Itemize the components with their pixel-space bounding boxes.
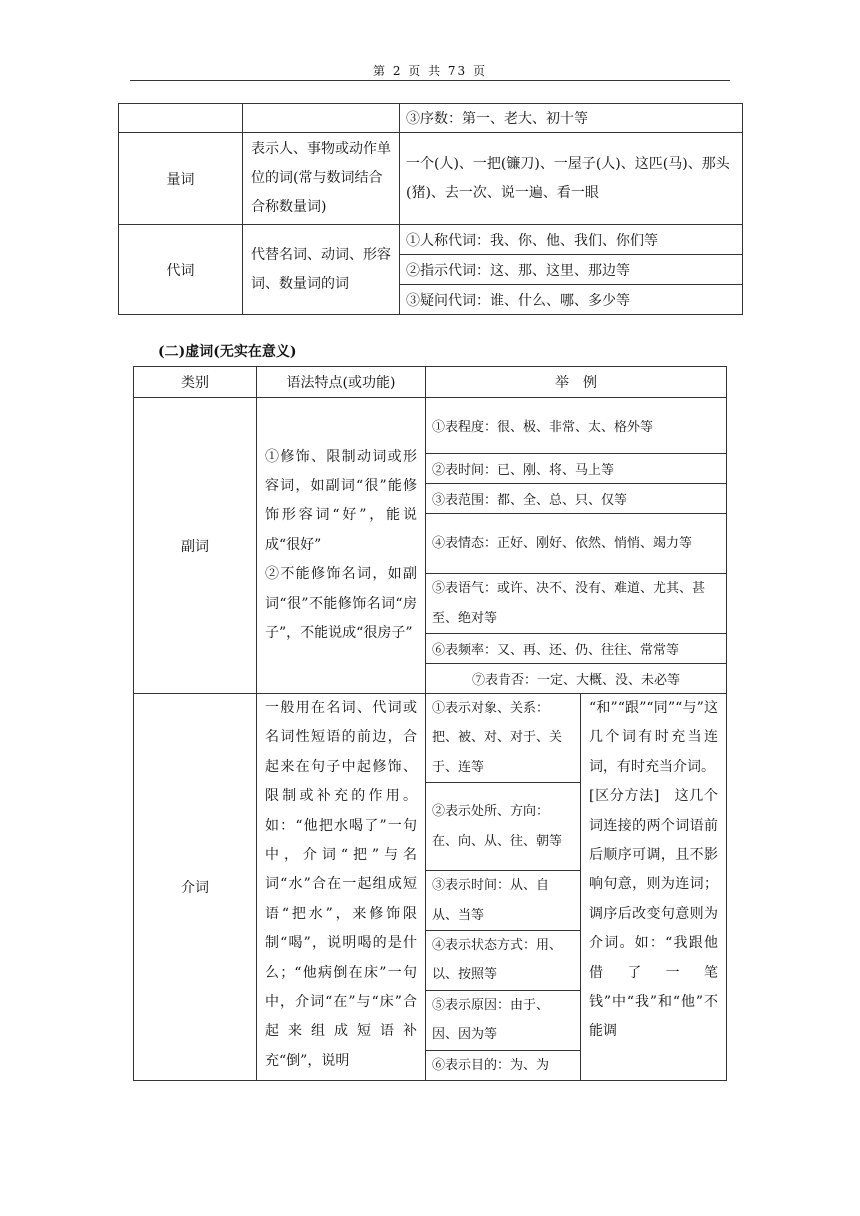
example-cell: ④表示状态方式：用、以、按照等 [426, 931, 581, 991]
example-cell: ②表示处所、方向：在、向、从、往、朝等 [426, 783, 581, 871]
table-row [119, 133, 743, 225]
example-cell: ③疑问代词：谁、什么、哪、多少等 [400, 285, 743, 315]
example-cell: ②表时间：已、刚、将、马上等 [426, 454, 727, 484]
example-cell: ③序数：第一、老大、初十等 [400, 104, 743, 133]
description-cell: 代替名词、动词、形容词、数量词的词 [243, 225, 400, 315]
page-header: 第 2 页 共 73 页 [373, 64, 487, 78]
header-cell: 类别 [134, 367, 257, 398]
description-cell: 一般用在名词、代词或名词性短语的前边，合起来在句子中起修饰、限制或补充的作用。如：“他把水喝了”一句中，介词“把”与名词“水”合在一起组成短语“把水”，来修饰限制“喝”，说明喝的是什么；“他病倒在床”一句中，介词“在”与“床”合起来组成短语补充“倒”，说明 [257, 694, 426, 1081]
example-cell: ③表范围：都、全、总、只、仅等 [426, 484, 727, 514]
example-cell: ④表情态：正好、刚好、依然、悄悄、竭力等 [426, 514, 727, 574]
example-cell: ⑥表频率：又、再、还、仍、往往、常常等 [426, 634, 727, 664]
header-cell: 语法特点(或功能) [257, 367, 426, 398]
function-words-table [133, 366, 727, 1081]
category-cell: 副词 [134, 398, 257, 694]
description-cell: 表示人、事物或动作单位的词(常与数词结合合称数量词) [243, 133, 400, 225]
example-cell: ⑥表示目的：为、为 [426, 1050, 581, 1080]
category-cell: 代词 [119, 225, 243, 315]
description-cell [243, 104, 400, 133]
table-row [134, 694, 727, 783]
example-cell: ①表示对象、关系：把、被、对、对于、关于、连等 [426, 694, 581, 783]
table-row [119, 225, 743, 255]
notional-words-table [118, 103, 743, 315]
header-row [134, 367, 727, 398]
example-cell: ③表示时间：从、自从、当等 [426, 871, 581, 931]
example-cell: ①人称代词：我、你、他、我们、你们等 [400, 225, 743, 255]
header-cell: 举 例 [426, 367, 727, 398]
category-cell [119, 104, 243, 133]
example-cell: ①表程度：很、极、非常、太、格外等 [426, 398, 727, 454]
example-cell: ⑦表肯否：一定、大概、没、未必等 [426, 664, 727, 694]
table-row [119, 104, 743, 133]
category-cell: 介词 [134, 694, 257, 1081]
category-cell: 量词 [119, 133, 243, 225]
note-cell: “和”“跟”“同”“与”这几个词有时充当连词，有时充当介词。 [区分方法] 这几个词连接的两个词语前后顺序可调，且不影响句意，则为连词；调序后改变句意则为介词。如：“我跟他借了一笔钱”中“我”和“他”不能调 [581, 694, 727, 1081]
header-divider [130, 80, 730, 81]
description-cell: ①修饰、限制动词或形容词，如副词“很”能修饰形容词“好”，能说成“很好” ②不能修饰名词，如副词“很”不能修饰名词“房子”，不能说成“很房子” [257, 398, 426, 694]
example-cell: 一个(人)、一把(镰刀)、一屋子(人)、这匹(马)、那头(猪)、去一次、说一遍、看一眼 [400, 133, 743, 225]
table-row [134, 398, 727, 454]
example-cell: ⑤表示原因：由于、因、因为等 [426, 990, 581, 1050]
example-cell: ⑤表语气：或许、决不、没有、难道、尤其、甚至、绝对等 [426, 574, 727, 634]
section-title: (二)虚词(无实在意义) [158, 344, 297, 360]
example-cell: ②指示代词：这、那、这里、那边等 [400, 255, 743, 285]
